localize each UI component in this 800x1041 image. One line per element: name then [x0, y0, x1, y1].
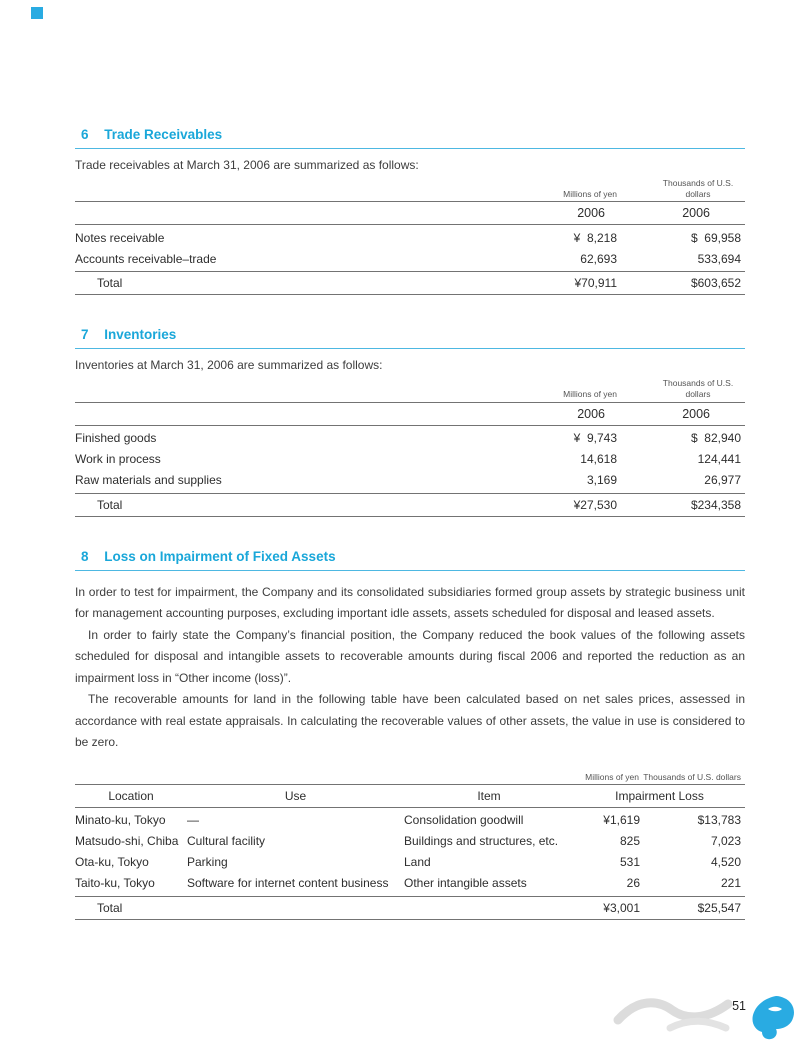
cell-location: Ota-ku, Tokyo — [75, 855, 149, 869]
cell-use: Software for internet content business — [187, 876, 389, 890]
cell-item: Consolidation goodwill — [404, 813, 524, 827]
total-label: Total — [97, 900, 123, 915]
page-content — [75, 0, 745, 920]
total-label: Total — [97, 497, 123, 512]
row-value-dollars: 124,441 — [697, 452, 741, 466]
unit-label-thousands-dollars: Thousands of U.S. dollars — [643, 771, 741, 782]
cell-item: Land — [404, 855, 431, 869]
cell-value-millions: 531 — [619, 855, 640, 869]
cell-item: Buildings and structures, etc. — [404, 834, 559, 848]
year-col-millions: 2006 — [577, 406, 605, 421]
total-value-millions: ¥70,911 — [574, 276, 617, 291]
cell-use: Cultural facility — [187, 834, 266, 848]
section-number: 8 — [81, 548, 89, 564]
row-value-millions: ¥ 9,743 — [573, 431, 617, 445]
section-title: Trade Receivables — [104, 127, 223, 142]
row-value-dollars: 533,694 — [697, 251, 741, 266]
cell-location: Matsudo-shi, Chiba — [75, 834, 179, 848]
trade-receivables-table — [75, 178, 745, 295]
row-label: Finished goods — [75, 431, 157, 445]
unit-label-millions-yen: Millions of yen — [585, 771, 639, 782]
row-label: Raw materials and supplies — [75, 473, 222, 487]
section-heading — [75, 327, 745, 349]
row-value-millions: 3,169 — [586, 473, 617, 487]
swoosh-decoration — [612, 986, 744, 1038]
unit-label-millions-yen: Millions of yen — [563, 188, 617, 199]
unit-label-thousands-dollars: Thousands of U.S. dollars — [662, 178, 734, 199]
section-paragraphs — [75, 582, 745, 754]
section-heading — [75, 127, 745, 149]
row-label: Accounts receivable–trade — [75, 251, 217, 266]
table-units-row — [75, 772, 745, 784]
inventories-table — [75, 378, 745, 516]
col-header-location: Location — [108, 788, 154, 803]
page-number: 51 — [732, 999, 746, 1013]
row-value-millions: 14,618 — [580, 452, 617, 466]
section-number: 7 — [81, 327, 89, 343]
table-body — [75, 426, 745, 493]
total-row — [75, 493, 745, 517]
cell-value-dollars: $13,783 — [697, 813, 741, 827]
cell-value-dollars: 221 — [720, 876, 741, 890]
row-value-dollars: $ 82,940 — [690, 431, 741, 445]
table-body — [75, 225, 745, 271]
impairment-row — [75, 810, 745, 831]
total-value-dollars: $234,358 — [690, 497, 741, 512]
table-units-row — [75, 378, 745, 401]
col-header-impairment-loss: Impairment Loss — [615, 788, 704, 803]
cell-location: Minato-ku, Tokyo — [75, 813, 166, 827]
year-col-dollars: 2006 — [682, 206, 710, 221]
total-value-millions: ¥3,001 — [603, 900, 640, 915]
col-header-item: Item — [477, 788, 501, 803]
table-row — [75, 227, 745, 248]
total-value-dollars: $25,547 — [697, 900, 741, 915]
section-inventories — [75, 327, 745, 516]
table-row — [75, 248, 745, 269]
impairment-table — [75, 772, 745, 920]
section-number: 6 — [81, 127, 89, 142]
impairment-total-row — [75, 896, 745, 920]
paragraph: In order to test for impairment, the Company and its consolidated subsidiaries formed group assets by strategic business unit for management accounting purposes, excluding important idle assets, assets scheduled for disposal and leased assets. — [75, 584, 745, 620]
impairment-header-row — [75, 784, 745, 808]
cell-value-millions: ¥1,619 — [603, 813, 640, 827]
year-header-row — [75, 402, 745, 426]
year-col-dollars: 2006 — [682, 406, 710, 421]
paragraph: In order to fairly state the Company’s financial position, the Company reduced the book values of the following assets scheduled for disposal and intangible assets to recoverable amounts during fiscal 2006 and reported the reduction as an impairment loss in “Other income (loss)”. — [75, 627, 745, 685]
row-label: Work in process — [75, 452, 161, 466]
section-intro: Trade receivables at March 31, 2006 are summarized as follows: — [75, 158, 419, 172]
table-row — [75, 470, 745, 491]
row-value-dollars: 26,977 — [704, 473, 741, 487]
paragraph: The recoverable amounts for land in the following table have been calculated based on net sales prices, assessed in accordance with real estate appraisals. In calculating the recoverable values of other assets, the value in use is considered to be zero. — [75, 692, 745, 749]
unit-label-thousands-dollars: Thousands of U.S. dollars — [662, 378, 734, 399]
year-header-row — [75, 201, 745, 225]
brand-logo-icon — [748, 995, 798, 1041]
total-value-millions: ¥27,530 — [573, 497, 617, 512]
cell-use: — — [187, 813, 199, 827]
impairment-row — [75, 831, 745, 852]
cell-value-dollars: 7,023 — [710, 834, 741, 848]
row-value-millions: 62,693 — [580, 251, 617, 266]
unit-label-millions-yen: Millions of yen — [563, 388, 617, 399]
total-value-dollars: $603,652 — [690, 276, 741, 291]
section-title: Loss on Impairment of Fixed Assets — [104, 548, 336, 564]
cell-value-dollars: 4,520 — [710, 855, 741, 869]
section-impairment — [75, 549, 745, 920]
table-units-row — [75, 178, 745, 201]
cell-value-millions: 26 — [626, 876, 640, 890]
section-trade-receivables — [75, 127, 745, 295]
table-row — [75, 428, 745, 449]
cell-empty — [404, 901, 574, 915]
section-intro: Inventories at March 31, 2006 are summarized as follows: — [75, 358, 383, 373]
cell-empty — [187, 901, 404, 915]
total-label: Total — [97, 276, 123, 291]
table-row — [75, 449, 745, 470]
table-body — [75, 808, 745, 896]
cell-item: Other intangible assets — [404, 876, 527, 890]
cell-location: Taito-ku, Tokyo — [75, 876, 155, 890]
cell-value-millions: 825 — [619, 834, 640, 848]
impairment-row — [75, 852, 745, 873]
row-value-millions: ¥ 8,218 — [573, 230, 617, 245]
total-row — [75, 271, 745, 295]
row-label: Notes receivable — [75, 230, 165, 245]
col-header-use: Use — [284, 788, 307, 803]
section-title: Inventories — [104, 327, 177, 343]
year-col-millions: 2006 — [577, 206, 605, 221]
section-heading — [75, 549, 745, 571]
impairment-row — [75, 873, 745, 894]
row-value-dollars: $ 69,958 — [690, 230, 741, 245]
cell-use: Parking — [187, 855, 228, 869]
corner-accent-square — [31, 7, 43, 19]
